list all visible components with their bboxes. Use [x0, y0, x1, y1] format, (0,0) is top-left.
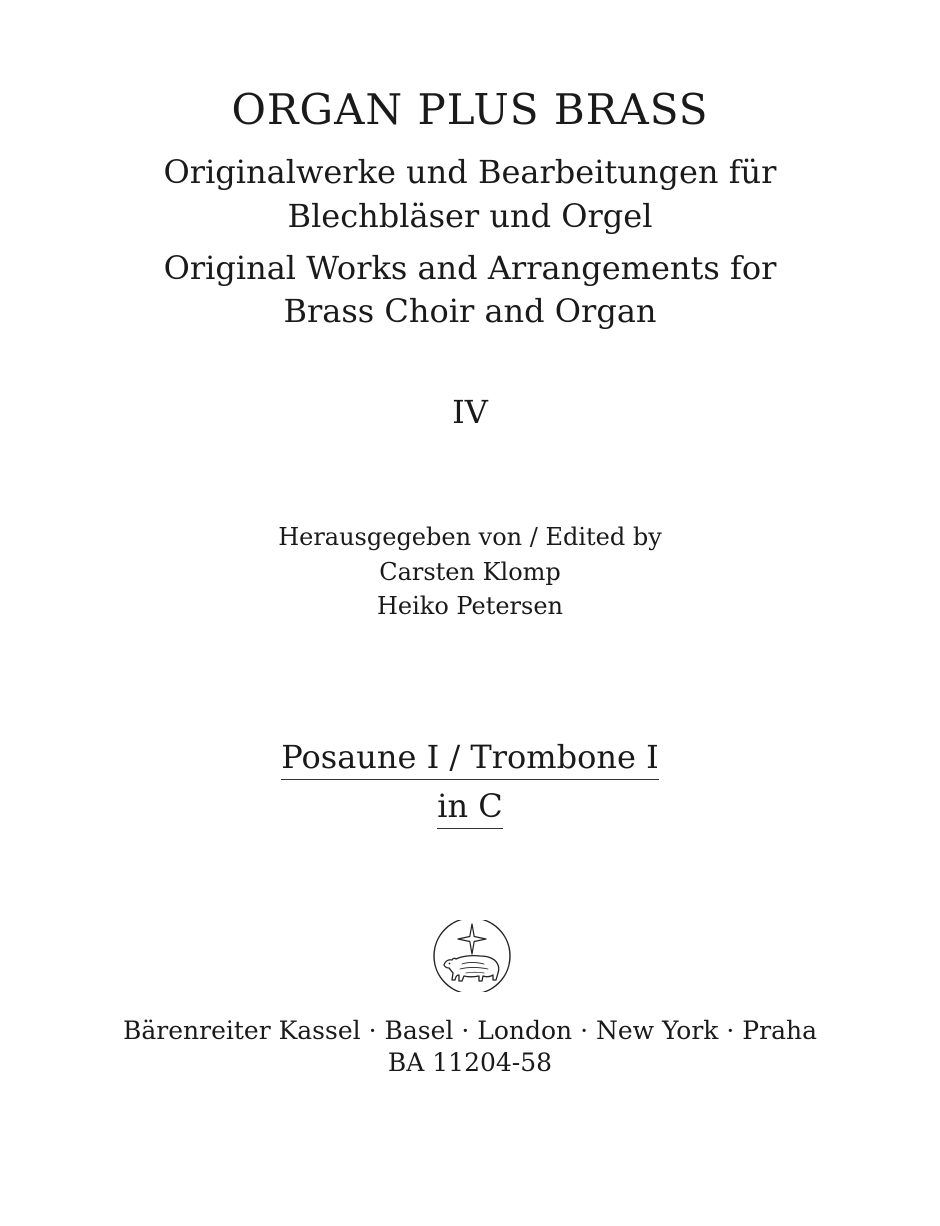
subtitle-german-line-1: Originalwerke und Bearbeitungen für — [163, 153, 777, 191]
editor-name-1: Carsten Klomp — [379, 558, 561, 586]
subtitle-german-line-2: Blechbläser und Orgel — [287, 197, 653, 235]
publisher-line: Bärenreiter Kassel · Basel · London · New York · Praha — [123, 1016, 817, 1045]
instrument-name-block — [0, 738, 940, 780]
bear-star-icon — [432, 920, 512, 992]
catalog-number: BA 11204-58 — [387, 1048, 553, 1077]
instrument-name: Posaune I / Trombone I — [281, 741, 658, 780]
volume-number: IV — [452, 393, 488, 431]
series-title: ORGAN PLUS BRASS — [231, 85, 709, 134]
editor-name-2: Heiko Petersen — [377, 592, 563, 620]
subtitle-english-line-1: Original Works and Arrangements for — [163, 249, 777, 287]
instrument-key: in C — [437, 790, 503, 829]
instrument-key-block — [0, 787, 940, 829]
subtitle-english-line-2: Brass Choir and Organ — [283, 292, 657, 330]
editors-label: Herausgegeben von / Edited by — [278, 523, 662, 551]
